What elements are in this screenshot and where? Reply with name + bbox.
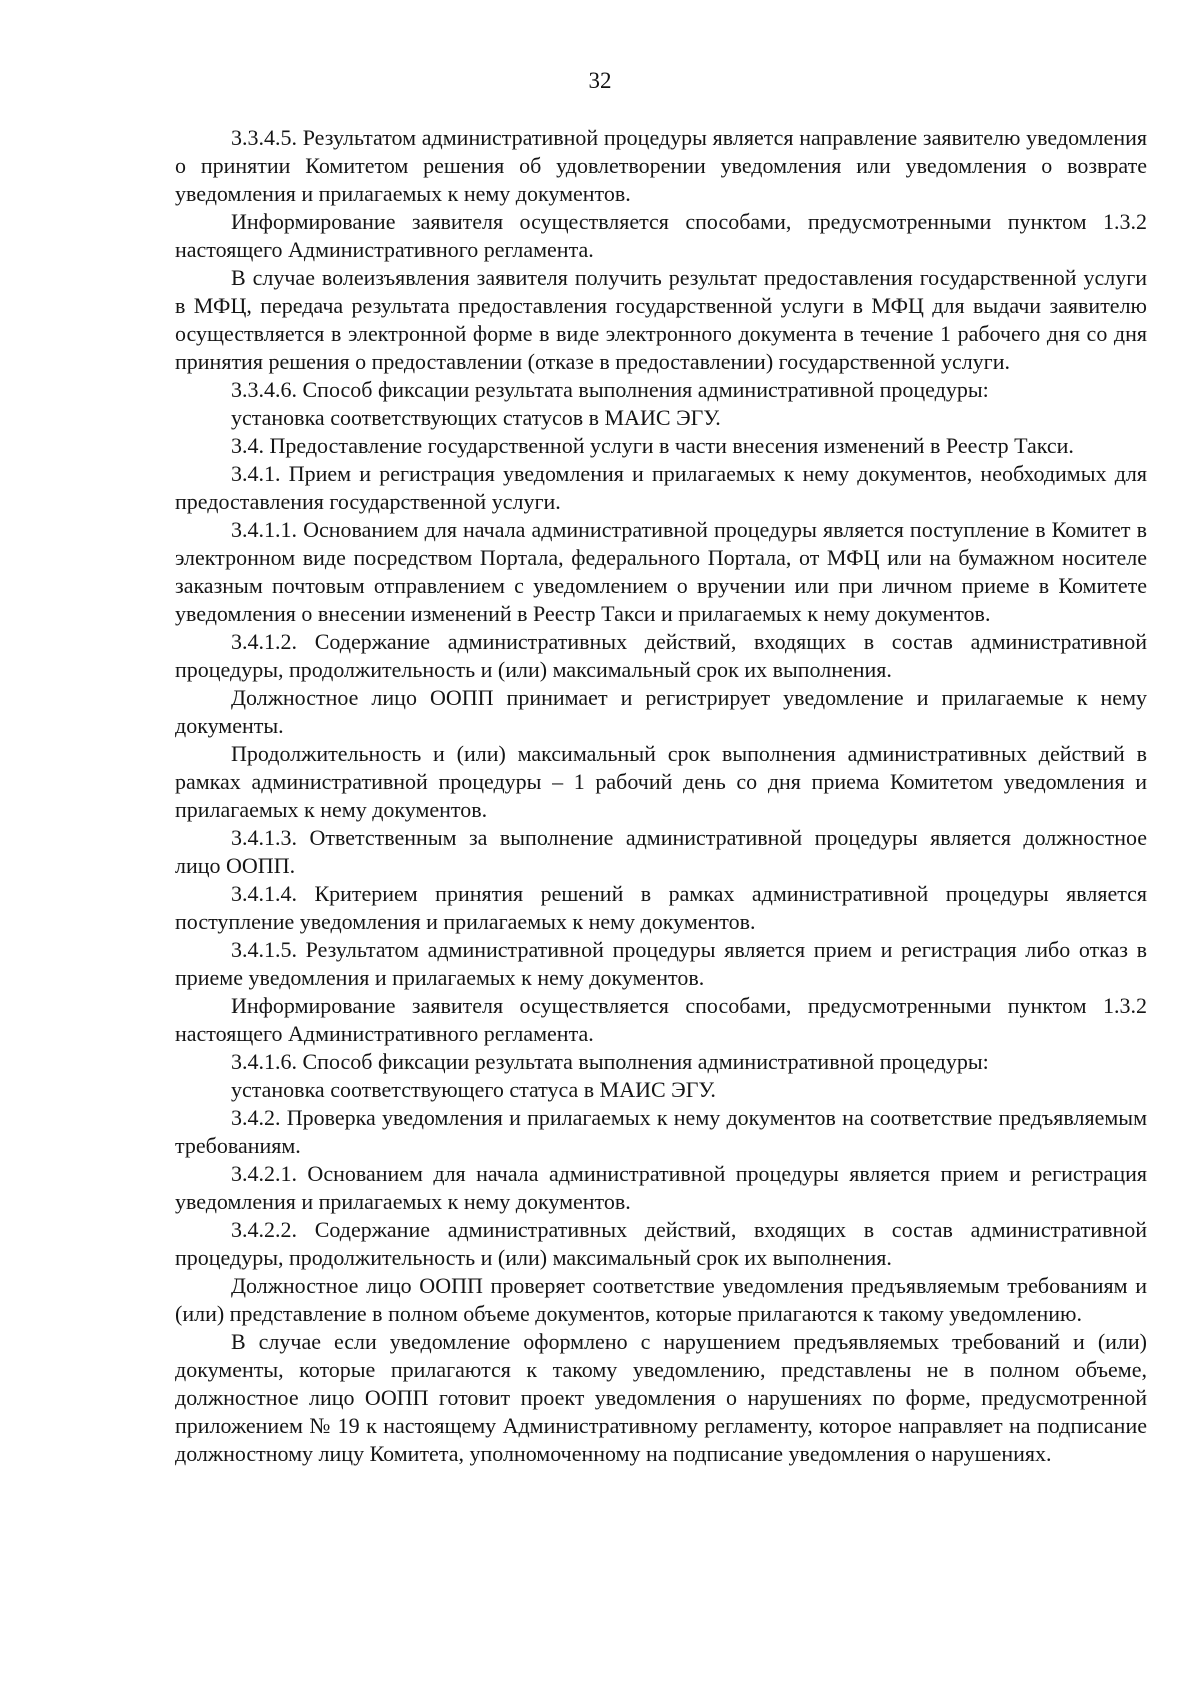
paragraph: 3.4.2. Проверка уведомления и прилагаемых к нему документов на соответствие предъявляемым требованиям. — [175, 1105, 1147, 1158]
paragraph: 3.4.1.1. Основанием для начала административной процедуры является поступление в Комитет в электронном виде посредством Портала, федерального Портала, от МФЦ или на бумажном носителе заказным почтовым отправлением с уведомлением о вручении или при личном приеме в Комитете уведомления о внесении изменений в Реестр Такси и прилагаемых к нему документов. — [175, 517, 1147, 626]
paragraph: 3.4.1.5. Результатом административной процедуры является прием и регистрация либо отказ в приеме уведомления и прилагаемых к нему документов. — [175, 937, 1147, 990]
paragraph: 3.4. Предоставление государственной услуги в части внесения изменений в Реестр Такси. — [231, 433, 1074, 458]
paragraph: Должностное лицо ООПП проверяет соответствие уведомления предъявляемым требованиям и (или) представление в полном объеме документов, которые прилагаются к такому уведомлению. — [175, 1273, 1147, 1326]
paragraph: 3.4.1.3. Ответственным за выполнение административной процедуры является должностное лицо ООПП. — [175, 825, 1147, 878]
paragraph: 3.4.1. Прием и регистрация уведомления и прилагаемых к нему документов, необходимых для предоставления государственной услуги. — [175, 461, 1147, 514]
paragraph: 3.3.4.5. Результатом административной процедуры является направление заявителю уведомления о принятии Комитетом решения об удовлетворении уведомления или уведомления о возврате уведомления и прилагаемых к нему документов. — [175, 125, 1147, 206]
paragraph: Продолжительность и (или) максимальный срок выполнения административных действий в рамках административной процедуры – 1 рабочий день со дня приема Комитетом уведомления и прилагаемых к нему документов. — [175, 741, 1147, 822]
page-number: 32 — [588, 68, 612, 93]
paragraph: 3.4.2.2. Содержание административных действий, входящих в состав административной процедуры, продолжительность и (или) максимальный срок их выполнения. — [175, 1217, 1147, 1270]
paragraph: В случае если уведомление оформлено с нарушением предъявляемых требований и (или) документы, которые прилагаются к такому уведомлению, представлены не в полном объеме, должностное лицо ООПП готовит проект уведомления о нарушениях по форме, предусмотренной приложением № 19 к настоящему Административному регламенту, которое направляет на подписание должностному лицу Комитета, уполномоченному на подписание уведомления о нарушениях. — [175, 1329, 1147, 1466]
paragraph: установка соответствующих статусов в МАИС ЭГУ. — [231, 405, 721, 430]
paragraph: установка соответствующего статуса в МАИС ЭГУ. — [231, 1077, 716, 1102]
paragraph: 3.4.2.1. Основанием для начала административной процедуры является прием и регистрация уведомления и прилагаемых к нему документов. — [175, 1161, 1147, 1214]
paragraph: 3.3.4.6. Способ фиксации результата выполнения административной процедуры: — [231, 377, 989, 402]
paragraph: Информирование заявителя осуществляется способами, предусмотренными пунктом 1.3.2 настоящего Административного регламента. — [175, 209, 1147, 262]
document-body — [175, 124, 1147, 1468]
paragraph: 3.4.1.2. Содержание административных действий, входящих в состав административной процедуры, продолжительность и (или) максимальный срок их выполнения. — [175, 629, 1147, 682]
paragraph: 3.4.1.6. Способ фиксации результата выполнения административной процедуры: — [231, 1049, 989, 1074]
paragraph: 3.4.1.4. Критерием принятия решений в рамках административной процедуры является поступление уведомления и прилагаемых к нему документов. — [175, 881, 1147, 934]
paragraph: В случае волеизъявления заявителя получить результат предоставления государственной услуги в МФЦ, передача результата предоставления государственной услуги в МФЦ для выдачи заявителю осуществляется в электронной форме в виде электронного документа в течение 1 рабочего дня со дня принятия решения о предоставлении (отказе в предоставлении) государственной услуги. — [175, 265, 1147, 374]
paragraph: Должностное лицо ООПП принимает и регистрирует уведомление и прилагаемые к нему документы. — [175, 685, 1147, 738]
paragraph: Информирование заявителя осуществляется способами, предусмотренными пунктом 1.3.2 настоящего Административного регламента. — [175, 993, 1147, 1046]
